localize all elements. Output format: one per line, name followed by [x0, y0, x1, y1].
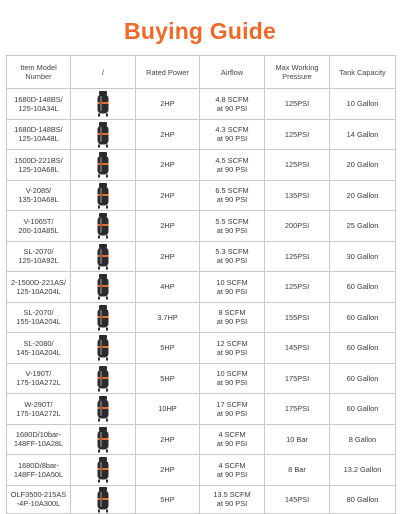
product-image-cell	[71, 485, 136, 513]
tank-capacity-cell: 60 Gallon	[330, 363, 396, 394]
model-number-line: 125-10A68L	[18, 164, 59, 174]
model-number-line: V-190T/	[25, 369, 52, 379]
product-image-cell	[71, 119, 136, 150]
model-number-line: OLF3500-215AS	[10, 490, 67, 499]
airflow-line: at 90 PSI	[216, 469, 248, 479]
max-working-pressure-cell: 125PSI	[265, 89, 330, 120]
product-image-cell	[71, 363, 136, 394]
max-working-pressure-cell: 155PSI	[265, 302, 330, 333]
rated-power-cell: 3.7HP	[136, 302, 200, 333]
max-working-pressure-cell: 8 Bar	[265, 455, 330, 486]
table-row	[7, 180, 396, 211]
airflow-cell	[200, 363, 265, 394]
column-header-capacity: Tank Capacity	[330, 56, 396, 89]
model-number-line: 125-10A48L	[18, 134, 59, 144]
product-image-cell	[71, 424, 136, 455]
airflow-line: at 90 PSI	[216, 164, 248, 174]
table-row	[7, 455, 396, 486]
model-number-line: 148FF-10A28L	[13, 439, 64, 449]
compressor-icon	[93, 212, 113, 239]
tank-capacity-cell: 30 Gallon	[330, 241, 396, 272]
model-number-line: W-290T/	[24, 399, 53, 409]
tank-capacity-cell: 13.2 Gallon	[330, 455, 396, 486]
table-row	[7, 485, 396, 513]
table-row	[7, 119, 396, 150]
model-number-cell	[7, 272, 71, 303]
rated-power-cell: 5HP	[136, 485, 200, 513]
model-number-cell	[7, 363, 71, 394]
airflow-cell	[200, 302, 265, 333]
product-image-cell	[71, 150, 136, 181]
model-number-line: 2-1500D-221AS/	[10, 277, 67, 287]
product-image-cell	[71, 394, 136, 425]
airflow-cell	[200, 333, 265, 364]
model-number-cell	[7, 302, 71, 333]
airflow-cell	[200, 211, 265, 242]
table-row	[7, 394, 396, 425]
rated-power-cell: 2HP	[136, 89, 200, 120]
rated-power-cell: 10HP	[136, 394, 200, 425]
airflow-cell	[200, 424, 265, 455]
column-header-airflow: Airflow	[200, 56, 265, 89]
rated-power-cell: 5HP	[136, 363, 200, 394]
airflow-line: at 90 PSI	[216, 256, 248, 266]
tank-capacity-cell: 20 Gallon	[330, 180, 396, 211]
airflow-cell	[200, 180, 265, 211]
airflow-line: at 90 PSI	[216, 286, 248, 296]
tank-capacity-cell: 8 Gallon	[330, 424, 396, 455]
table-row	[7, 150, 396, 181]
airflow-line: at 90 PSI	[216, 225, 248, 235]
airflow-line: at 90 PSI	[216, 317, 248, 327]
airflow-line: at 90 PSI	[216, 195, 248, 205]
compressor-icon	[93, 304, 113, 331]
airflow-line: 6.5 SCFM	[215, 186, 249, 196]
max-working-pressure-cell: 135PSI	[265, 180, 330, 211]
model-number-cell	[7, 180, 71, 211]
table-row	[7, 333, 396, 364]
max-working-pressure-cell: 145PSI	[265, 333, 330, 364]
max-working-pressure-cell: 125PSI	[265, 272, 330, 303]
rated-power-cell: 2HP	[136, 119, 200, 150]
max-working-pressure-cell: 200PSI	[265, 211, 330, 242]
model-number-cell	[7, 333, 71, 364]
airflow-cell	[200, 485, 265, 513]
rated-power-cell: 5HP	[136, 333, 200, 364]
max-working-pressure-cell: 175PSI	[265, 394, 330, 425]
table-header-row	[7, 56, 396, 89]
airflow-line: 10 SCFM	[216, 369, 248, 379]
airflow-cell	[200, 272, 265, 303]
model-number-line: 175-10A272L	[16, 408, 61, 418]
airflow-line: at 90 PSI	[216, 134, 248, 144]
compressor-icon	[93, 426, 113, 453]
tank-capacity-cell: 80 Gallon	[330, 485, 396, 513]
airflow-cell	[200, 150, 265, 181]
model-number-line: 135-10A68L	[18, 195, 59, 205]
model-number-line: 125-10A92L	[18, 256, 59, 266]
model-number-line: 1680D-148BS/	[14, 94, 63, 104]
airflow-cell	[200, 455, 265, 486]
model-number-line: -4P-10A300L	[16, 499, 61, 508]
compressor-icon	[93, 334, 113, 361]
max-working-pressure-cell: 175PSI	[265, 363, 330, 394]
tank-capacity-cell: 60 Gallon	[330, 272, 396, 303]
compressor-icon	[93, 395, 113, 422]
model-number-line: 1500D-221BS/	[14, 155, 63, 165]
airflow-line: 17 SCFM	[216, 399, 248, 409]
compressor-icon	[93, 151, 113, 178]
model-number-line: 125-10A34L	[18, 103, 59, 113]
table-row	[7, 89, 396, 120]
airflow-line: at 90 PSI	[216, 439, 248, 449]
airflow-line: 4.3 SCFM	[215, 125, 249, 135]
model-number-line: 148FF-10A50L	[13, 469, 64, 479]
tank-capacity-cell: 60 Gallon	[330, 394, 396, 425]
compressor-icon	[93, 182, 113, 209]
compressor-icon	[93, 273, 113, 300]
model-number-line: 200-10A85L	[18, 225, 59, 235]
table-row	[7, 363, 396, 394]
airflow-line: 10 SCFM	[216, 277, 248, 287]
table-body	[7, 89, 396, 514]
model-number-line: V-2085/	[25, 186, 52, 196]
rated-power-cell: 2HP	[136, 180, 200, 211]
product-image-cell	[71, 180, 136, 211]
column-header-power: Rated Power	[136, 56, 200, 89]
tank-capacity-cell: 25 Gallon	[330, 211, 396, 242]
airflow-line: 8 SCFM	[218, 308, 246, 318]
model-number-line: 1680D/10bar-	[15, 430, 62, 440]
compressor-icon	[93, 243, 113, 270]
product-image-cell	[71, 89, 136, 120]
airflow-line: at 90 PSI	[216, 499, 248, 508]
model-number-line: 155-10A204L	[16, 317, 61, 327]
model-number-line: SL-2070/	[23, 247, 54, 257]
airflow-line: 12 SCFM	[216, 338, 248, 348]
model-number-cell	[7, 394, 71, 425]
tank-capacity-cell: 20 Gallon	[330, 150, 396, 181]
airflow-cell	[200, 394, 265, 425]
page-title: Buying Guide	[124, 18, 276, 44]
buying-guide-table	[6, 55, 396, 514]
max-working-pressure-cell: 125PSI	[265, 150, 330, 181]
table-row	[7, 302, 396, 333]
airflow-line: 5.5 SCFM	[215, 216, 249, 226]
product-image-cell	[71, 272, 136, 303]
model-number-line: 1680D/8bar-	[17, 460, 60, 470]
table-row	[7, 272, 396, 303]
airflow-line: 13.5 SCFM	[213, 490, 251, 499]
airflow-line: 4.8 SCFM	[215, 94, 249, 104]
model-number-cell	[7, 424, 71, 455]
airflow-cell	[200, 241, 265, 272]
column-header-model: Item Model Number	[7, 56, 71, 89]
airflow-cell	[200, 119, 265, 150]
tank-capacity-cell: 14 Gallon	[330, 119, 396, 150]
column-header-image: /	[71, 56, 136, 89]
max-working-pressure-cell: 125PSI	[265, 119, 330, 150]
rated-power-cell: 2HP	[136, 455, 200, 486]
model-number-cell	[7, 455, 71, 486]
model-number-cell	[7, 89, 71, 120]
model-number-line: 175-10A272L	[16, 378, 61, 388]
tank-capacity-cell: 10 Gallon	[330, 89, 396, 120]
airflow-line: 4 SCFM	[218, 460, 246, 470]
rated-power-cell: 4HP	[136, 272, 200, 303]
rated-power-cell: 2HP	[136, 211, 200, 242]
max-working-pressure-cell: 145PSI	[265, 485, 330, 513]
rated-power-cell: 2HP	[136, 150, 200, 181]
model-number-line: 125-10A204L	[16, 286, 61, 296]
rated-power-cell: 2HP	[136, 241, 200, 272]
airflow-line: 4.5 SCFM	[215, 155, 249, 165]
product-image-cell	[71, 302, 136, 333]
model-number-line: SL-2070/	[23, 308, 54, 318]
model-number-cell	[7, 241, 71, 272]
compressor-icon	[93, 365, 113, 392]
airflow-line: at 90 PSI	[216, 347, 248, 357]
column-header-pressure: Max Working Pressure	[265, 56, 330, 89]
airflow-line: at 90 PSI	[216, 103, 248, 113]
airflow-line: 4 SCFM	[218, 430, 246, 440]
model-number-line: 145-10A204L	[16, 347, 61, 357]
compressor-icon	[93, 486, 113, 513]
product-image-cell	[71, 211, 136, 242]
airflow-line: at 90 PSI	[216, 378, 248, 388]
product-image-cell	[71, 455, 136, 486]
table-row	[7, 241, 396, 272]
compressor-icon	[93, 121, 113, 148]
tank-capacity-cell: 60 Gallon	[330, 333, 396, 364]
tank-capacity-cell: 60 Gallon	[330, 302, 396, 333]
compressor-icon	[93, 456, 113, 483]
model-number-cell	[7, 119, 71, 150]
model-number-line: 1680D-148BS/	[14, 125, 63, 135]
airflow-line: 5.3 SCFM	[215, 247, 249, 257]
table-row	[7, 424, 396, 455]
model-number-cell	[7, 485, 71, 513]
rated-power-cell: 2HP	[136, 424, 200, 455]
table-row	[7, 211, 396, 242]
product-image-cell	[71, 241, 136, 272]
compressor-icon	[93, 90, 113, 117]
model-number-cell	[7, 211, 71, 242]
product-image-cell	[71, 333, 136, 364]
model-number-line: SL-2080/	[23, 338, 54, 348]
model-number-line: V-1065T/	[23, 216, 54, 226]
airflow-line: at 90 PSI	[216, 408, 248, 418]
max-working-pressure-cell: 10 Bar	[265, 424, 330, 455]
model-number-cell	[7, 150, 71, 181]
max-working-pressure-cell: 125PSI	[265, 241, 330, 272]
airflow-cell	[200, 89, 265, 120]
